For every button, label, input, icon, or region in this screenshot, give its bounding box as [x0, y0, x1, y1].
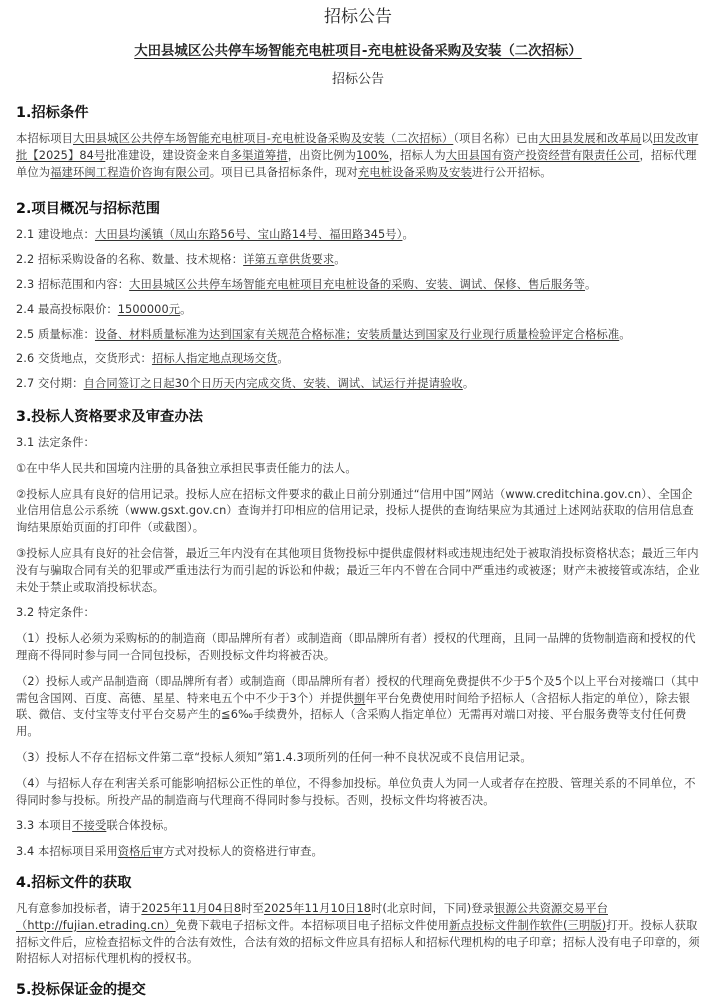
- s3-item-3-4: [16, 844, 700, 861]
- underlined-field: 100%: [356, 148, 389, 162]
- s2-item-6: [16, 351, 700, 368]
- text-run: 2.1 建设地点：: [16, 228, 95, 242]
- section-heading-1: 1.招标条件: [16, 105, 89, 121]
- underlined-field: 田发改审批【2025】84号: [16, 132, 699, 162]
- underlined-field: 新点投标文件制作软件(三明版): [449, 918, 607, 932]
- announcement-subtitle: 招标公告: [331, 72, 384, 87]
- text-run: 。: [585, 277, 597, 291]
- text-run: 3.4 本招标项目采用: [16, 845, 118, 859]
- text-run: 2.2 招标采购设备的名称、数量、技术规格：: [16, 253, 244, 267]
- text-run: 批准建设，建设资金来自: [105, 148, 231, 162]
- s3-special-1: [16, 631, 700, 665]
- underlined-field: 详第五章供货要求: [243, 253, 335, 267]
- underlined-field: 银源公共资源交易平台（http://fujian.etrading.cn）: [16, 901, 608, 932]
- text-run: 。: [619, 327, 631, 341]
- text-run: 方式对投标人的资格进行审查。: [163, 845, 323, 859]
- underlined-field: 不接受: [72, 819, 107, 833]
- text-run: 。: [277, 352, 289, 366]
- underlined-field: 大田县发展和改革局: [538, 132, 642, 145]
- underlined-field: 大田县均溪镇（凤山东路56号、宝山路14号、福田路345号）: [94, 228, 403, 242]
- s3-legal-2: ②投标人应具有良好的信用记录。投标人应在招标文件要求的截止日前分别通过“信用中国”网站（www.creditchina.gov.cn）、全国企业信用信息公示系统（www.gsxt.gov.cn）查询并打印相应的信用记录，投标人提供的查询结果应为其通过上述网站获取的信用信息查询结果原始页面的打印件（或截图）。: [16, 487, 694, 535]
- text-run: （1）投标人必须为采购标的的制造商（即品牌所有者）或制造商（即品牌所有者）授权的代理商，且同一品牌的货物制造商和授权的代理商不得同时参与同一合同包投标，否则投标文件均将被否决。: [16, 632, 696, 662]
- text-run: （2）投标人或产品制造商（即品牌所有者）或制造商（即品牌所有者）授权的代理商免费提供不少于5个及5个以上平台对接端口（其中需包含国网、百度、高德、星星、特来电五个中不少于3个）并提供: [16, 674, 699, 705]
- s1-paragraph: [16, 131, 700, 181]
- s2-item-4: [16, 302, 700, 319]
- text-run: 2.4 最高投标限价：: [16, 302, 118, 316]
- text-run: 。项目已具备招标条件，现对: [209, 165, 358, 179]
- text-run: 以: [641, 132, 653, 145]
- text-run: 时至: [241, 901, 264, 915]
- s3-special-3: [16, 750, 700, 767]
- s3-legal-3: ③投标人应具有良好的社会信誉，最近三年内没有在其他项目货物投标中提供虚假材料或违规违纪处于被取消投标资格状态；最近三年内没有与骗取合同有关的犯罪或严重违法行为而引起的诉讼和仲裁；最近三年内不曾在合同中严重违约或被逐；财产未被接管或冻结，企业未处于禁止或取消投标状态。: [16, 546, 700, 594]
- section-heading-2: 2.项目概况与招标范围: [16, 201, 161, 218]
- s3-legal-1: ①在中华人民共和国境内注册的具备独立承担民事责任能力的法人。: [16, 461, 357, 475]
- text-run: 。: [180, 302, 192, 316]
- underlined-field: 大田县城区公共停车场智能充电桩项目充电桩设备的采购、安装、调试、保修、售后服务等: [129, 277, 586, 291]
- s2-item-1: [16, 227, 700, 244]
- s3-legal-label: 3.1 法定条件：: [16, 435, 95, 449]
- document-title: 招标公告: [324, 7, 392, 27]
- s2-item-3: [16, 277, 700, 294]
- text-run: 本招标项目: [16, 132, 73, 145]
- s2-item-7: [16, 376, 700, 393]
- underlined-field: 设备、材料质量标准为达到国家有关规范合格标准；安装质量达到国家及行业现行质量检验评定合格标准: [94, 327, 620, 341]
- section-heading-5: 5.投标保证金的提交: [16, 982, 146, 999]
- text-run: 2.7 交付期：: [16, 377, 84, 391]
- underlined-field: 大田县国有资产投资经营有限责任公司: [445, 148, 640, 162]
- text-run: 。: [462, 377, 475, 391]
- text-run: （4）与招标人存在利害关系可能影响招标公正性的单位，不得参加投标。单位负责人为同一人或者存在控股、管理关系的不同单位，不得同时参与投标。所投产品的制造商与代理商不得同时参与投标。否则，投标文件均将被否决。: [16, 776, 696, 807]
- text-run: 免费下载电子招标文件。本招标项目电子招标文件使用: [175, 918, 450, 932]
- s3-special-4: [16, 776, 700, 810]
- underlined-field: 充电桩设备采购及安装: [357, 165, 472, 179]
- text-run: 年平台免费使用时间给予招标人（含招标人指定的单位），除去银联、微信、支付宝等支付平台交易产生的≦6‰手续费外，招标人（含采购人指定单位）无需再对端口对接、平台服务费等支付任何费用。: [16, 691, 691, 739]
- underlined-field: 2025年11月10日18: [263, 901, 372, 915]
- text-run: 时(北京时间，下同)登录: [371, 901, 495, 915]
- text-run: 2.3 招标范围和内容：: [16, 277, 130, 291]
- text-run: ，出资比例为: [287, 148, 357, 162]
- s2-item-2: [16, 252, 700, 269]
- text-run: （3）投标人不存在招标文件第二章“投标人须知”第1.4.3项所列的任何一种不良状况或不良信用记录。: [16, 750, 532, 764]
- text-run: 进行公开招标。: [471, 165, 552, 179]
- underlined-field: 2025年11月04日8: [141, 901, 242, 915]
- text-run: 。: [402, 228, 414, 242]
- underlined-field: 招标人指定地点现场交货: [151, 352, 278, 366]
- text-run: 联合体投标。: [106, 819, 175, 833]
- underlined-field: 资格后审: [117, 845, 164, 859]
- section-heading-3: 3.投标人资格要求及审查办法: [16, 408, 203, 425]
- underlined-field: 1500000元: [117, 302, 181, 316]
- section-heading-4: 4.招标文件的获取: [16, 874, 132, 891]
- text-run: 打开。投标人获取招标文件后，应检查招标文件的合法有效性，合法有效的招标文件应具有招标人和招标代理机构的电子印章；招标人没有电子印章的，须附招标人对招标代理机构的授权书。: [16, 918, 700, 966]
- underlined-field: 福建环闽工程造价咨询有限公司: [50, 165, 210, 179]
- underlined-field: 捌: [353, 691, 366, 705]
- s2-item-5: [16, 327, 700, 344]
- s3-special-2: [16, 674, 700, 741]
- text-run: ，招标人为: [388, 148, 446, 162]
- text-run: 凡有意参加投标者，请于: [16, 901, 142, 915]
- underlined-field: 多渠道筹措: [230, 148, 288, 162]
- s3-item-3-3: [16, 818, 700, 835]
- text-run: 3.3 本项目: [16, 819, 73, 833]
- underlined-field: 大田县城区公共停车场智能充电桩项目-充电桩设备采购及安装（二次招标）: [73, 132, 454, 145]
- text-run: ，招标代理单位为: [16, 148, 697, 179]
- underlined-field: 自合同签订之日起30个日历天内完成交货、安装、调试、试运行并提请验收: [83, 377, 463, 391]
- text-run: 2.5 质量标准：: [16, 327, 95, 341]
- project-title: 大田县城区公共停车场智能充电桩项目-充电桩设备采购及安装（二次招标）: [134, 44, 582, 59]
- s4-paragraph: [16, 901, 700, 968]
- text-run: 。: [334, 253, 346, 267]
- text-run: （项目名称）已由: [453, 132, 539, 145]
- s3-special-label: 3.2 特定条件：: [16, 606, 95, 620]
- text-run: 2.6 交货地点，交货形式：: [16, 352, 152, 366]
